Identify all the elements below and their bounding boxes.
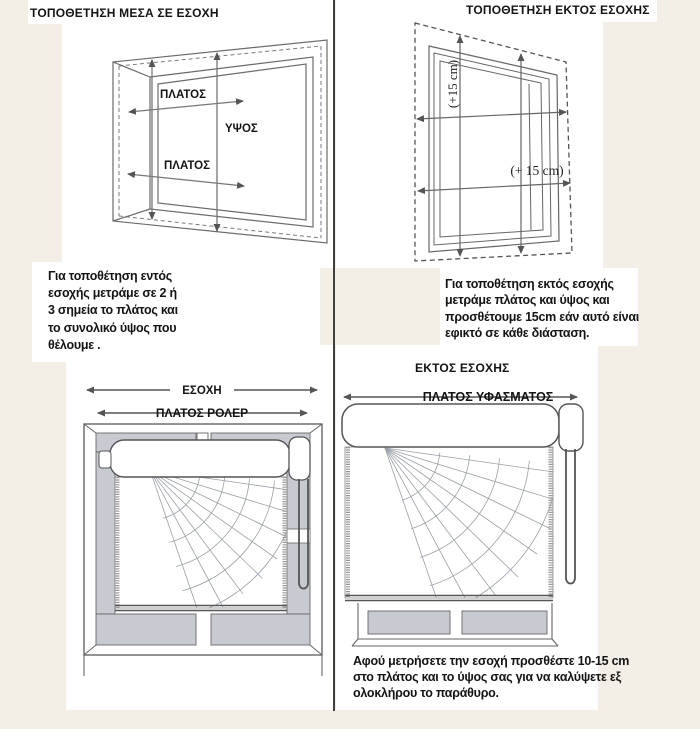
fabric-panel-outside — [345, 447, 553, 598]
roller-tube-outside — [342, 404, 559, 447]
inside-recess-window-drawing — [113, 40, 327, 243]
chain-control-unit — [289, 437, 310, 480]
roller-tube — [110, 440, 290, 477]
title-inside-recess: ΤΟΠΟΘΕΤΗΣΗ ΜΕΣΑ ΣΕ ΕΣΟΧΗ — [30, 6, 219, 20]
roller-width-label: ΠΛΑΤΟΣ ΡΟΛΕΡ — [155, 406, 249, 420]
description-line: στο πλάτος και το ύψος σας για να καλύψετε εξ — [353, 669, 621, 684]
description-line: Για τοποθέτηση εκτός εσοχής — [445, 277, 614, 291]
description-line: Για τοποθέτηση εντός — [48, 269, 172, 283]
title-outside-recess: ΤΟΠΟΘΕΤΗΣΗ ΕΚΤΟΣ ΕΣΟΧΗΣ — [466, 3, 650, 17]
fabric-width-label: ΠΛΑΤΟΣ ΥΦΑΣΜΑΤΟΣ — [422, 390, 554, 404]
outside-recess-window-drawing — [415, 23, 572, 261]
outside-roller-drawing — [342, 404, 583, 646]
description-line: μετράμε πλάτος και ύψος και — [445, 293, 610, 308]
description-line: εφικτό σε κάθε διάσταση. — [445, 325, 590, 340]
description-line: 3 σημεία το πλάτος και — [48, 303, 178, 318]
width-label-bottom: ΠΛΑΤΟΣ — [164, 160, 210, 172]
description-outside-recess — [445, 276, 639, 341]
height-allowance-label: (+15 cm) — [445, 59, 460, 109]
chain-control-unit-outside — [559, 404, 583, 451]
width-allowance-label: (+ 15 cm) — [510, 163, 564, 178]
description-line: το συνολικό ύψος που — [48, 320, 177, 335]
fabric-panel — [115, 477, 287, 608]
section-title-outside-recess: ΕΚΤΟΣ ΕΣΟΧΗΣ — [415, 361, 510, 375]
roller-bracket — [99, 451, 111, 468]
recess-roller-drawing — [84, 424, 322, 676]
description-line: ολοκλήρου το παράθυρο. — [353, 685, 499, 700]
description-inside-recess — [48, 268, 178, 354]
width-label-top: ΠΛΑΤΟΣ — [160, 89, 206, 101]
description-measuring-recess — [353, 654, 629, 701]
pull-chain-outside — [566, 449, 575, 584]
height-label: ΥΨΟΣ — [225, 123, 258, 135]
description-line: προσθέτουμε 15cm εάν αυτό είναι — [445, 309, 639, 324]
description-line: εσοχής μετράμε σε 2 ή — [48, 286, 177, 301]
description-line: Αφού μετρήσετε την εσοχή προσθέστε 10-15 cm — [353, 654, 630, 668]
description-line: θέλουμε . — [48, 337, 101, 352]
recess-label: ΕΣΟΧΗ — [182, 385, 222, 397]
window-behind-blind — [352, 603, 558, 646]
